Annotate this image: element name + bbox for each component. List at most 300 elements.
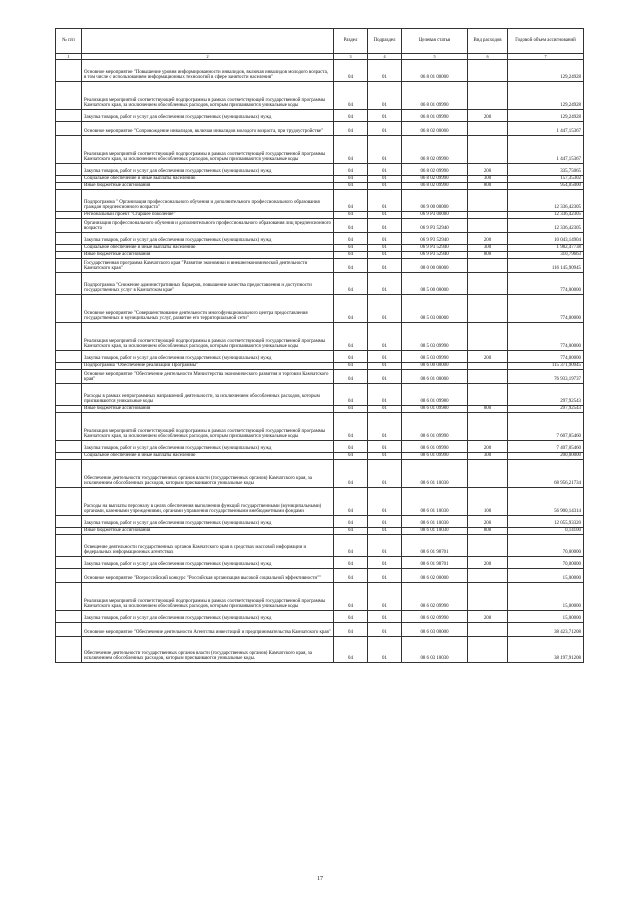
table-row bbox=[56, 60, 584, 82]
amount-cell: 7 407,05460 bbox=[508, 441, 584, 453]
table-row bbox=[56, 384, 584, 406]
table-row bbox=[56, 637, 584, 663]
num-cell bbox=[56, 535, 82, 557]
section-cell: 04 bbox=[334, 60, 368, 82]
target-article-cell: 06 8 02 00000 bbox=[402, 122, 468, 136]
target-article-cell: 08 6 01 09980 bbox=[402, 384, 468, 406]
expense-type-cell: 800 bbox=[468, 406, 508, 413]
subsection-cell: 01 bbox=[368, 60, 402, 82]
table-row bbox=[56, 164, 584, 176]
amount-cell: 774,00000 bbox=[508, 351, 584, 363]
num-cell bbox=[56, 637, 82, 663]
target-article-cell: 08 6 02 09990 bbox=[402, 611, 468, 623]
target-article-cell: 08 6 01 09980 bbox=[402, 406, 468, 413]
expense-type-cell bbox=[468, 623, 508, 637]
target-article-cell: 06 9 P3 52940 bbox=[402, 233, 468, 245]
expense-type-cell bbox=[468, 460, 508, 488]
target-article-cell: 06 8 02 09990 bbox=[402, 164, 468, 176]
name-cell: Подпрограмма " Организация профессионального обучения и дополнительного профессионального образования граждан предпенсионного возраста" bbox=[82, 190, 334, 212]
num-cell bbox=[56, 406, 82, 413]
section-cell: 04 bbox=[334, 623, 368, 637]
column-index: 3 bbox=[334, 54, 368, 60]
amount-cell: 15,00000 bbox=[508, 569, 584, 583]
name-cell: Реализация мероприятий соответствующей подпрограммы в рамках соответствующей государственной программы Камчатского края, за исключением обособленных расходов, которым присваиваются уникальные коды bbox=[82, 413, 334, 441]
subsection-cell: 01 bbox=[368, 460, 402, 488]
amount-cell: 12 336,42305 bbox=[508, 190, 584, 212]
num-cell bbox=[56, 295, 82, 323]
table-row bbox=[56, 273, 584, 295]
section-cell: 04 bbox=[334, 245, 368, 252]
target-article-cell: 06 9 00 00000 bbox=[402, 190, 468, 212]
expense-type-cell bbox=[468, 60, 508, 82]
num-cell bbox=[56, 122, 82, 136]
amount-cell: 12 336,42305 bbox=[508, 219, 584, 233]
section-cell: 04 bbox=[334, 460, 368, 488]
table-row bbox=[56, 259, 584, 273]
amount-cell: 10 043,14904 bbox=[508, 233, 584, 245]
expense-type-cell: 800 bbox=[468, 528, 508, 535]
expense-type-cell: 200 bbox=[468, 351, 508, 363]
target-article-cell: 08 6 01 09990 bbox=[402, 453, 468, 460]
section-cell: 04 bbox=[334, 488, 368, 516]
target-article-cell: 08 6 03 10030 bbox=[402, 637, 468, 663]
subsection-cell: 01 bbox=[368, 110, 402, 122]
num-cell bbox=[56, 413, 82, 441]
subsection-cell: 01 bbox=[368, 273, 402, 295]
table-row bbox=[56, 363, 584, 370]
expense-type-cell: 200 bbox=[468, 516, 508, 528]
expense-type-cell bbox=[468, 82, 508, 110]
num-cell bbox=[56, 259, 82, 273]
name-cell: Закупка товаров, работ и услуг для обеспечения государственных (муниципальных) нужд bbox=[82, 441, 334, 453]
target-article-cell: 06 9 P3 52940 bbox=[402, 252, 468, 259]
section-cell: 04 bbox=[334, 233, 368, 245]
name-cell: Организация профессионального обучения и дополнительного профессионального образования лиц предпенсионного возраста bbox=[82, 219, 334, 233]
section-cell: 04 bbox=[334, 637, 368, 663]
budget-table bbox=[55, 28, 584, 663]
table-row bbox=[56, 569, 584, 583]
num-cell bbox=[56, 82, 82, 110]
target-article-cell: 08 6 01 10030 bbox=[402, 528, 468, 535]
section-cell: 04 bbox=[334, 176, 368, 183]
section-cell: 04 bbox=[334, 183, 368, 190]
subsection-cell: 01 bbox=[368, 370, 402, 384]
section-cell: 04 bbox=[334, 122, 368, 136]
num-cell bbox=[56, 212, 82, 219]
subsection-cell: 01 bbox=[368, 363, 402, 370]
subsection-cell: 01 bbox=[368, 583, 402, 611]
name-cell: Реализация мероприятий соответствующей подпрограммы в рамках соответствующей государственной программы Камчатского края, за исключением обособленных расходов, которым присваиваются уникальные коды bbox=[82, 136, 334, 164]
expense-type-cell: 300 bbox=[468, 453, 508, 460]
section-cell: 04 bbox=[334, 219, 368, 233]
table-row bbox=[56, 460, 584, 488]
table-row bbox=[56, 623, 584, 637]
num-cell bbox=[56, 557, 82, 569]
column-index: 1 bbox=[56, 54, 82, 60]
amount-cell: 68 956,21734 bbox=[508, 460, 584, 488]
amount-cell: 1 447,15367 bbox=[508, 136, 584, 164]
target-article-cell: 08 6 00 00000 bbox=[402, 363, 468, 370]
table-row bbox=[56, 583, 584, 611]
section-cell: 04 bbox=[334, 384, 368, 406]
name-cell: Подпрограмма "Снижение административных барьеров, повышение качества предоставления и доступности государственных услуг в Камчатском крае" bbox=[82, 273, 334, 295]
section-cell: 04 bbox=[334, 441, 368, 453]
column-index: 2 bbox=[82, 54, 334, 60]
expense-type-cell bbox=[468, 136, 508, 164]
amount-cell: 38 197,91208 bbox=[508, 637, 584, 663]
subsection-cell: 01 bbox=[368, 82, 402, 110]
amount-cell: 774,00000 bbox=[508, 323, 584, 351]
section-cell: 04 bbox=[334, 583, 368, 611]
name-cell: Подпрограмма "Обеспечение реализации Программы" bbox=[82, 363, 334, 370]
num-cell bbox=[56, 60, 82, 82]
expense-type-cell bbox=[468, 384, 508, 406]
subsection-cell: 01 bbox=[368, 176, 402, 183]
expense-type-cell bbox=[468, 363, 508, 370]
budget-page bbox=[55, 28, 583, 663]
num-cell bbox=[56, 363, 82, 370]
amount-cell: 56 900,14314 bbox=[508, 488, 584, 516]
expense-type-cell bbox=[468, 535, 508, 557]
num-cell bbox=[56, 323, 82, 351]
name-cell: Освещение деятельности государственных органов Камчатского края в средствах массовой информации и федеральных информационных агентствах bbox=[82, 535, 334, 557]
section-cell: 04 bbox=[334, 528, 368, 535]
num-cell bbox=[56, 384, 82, 406]
table-row bbox=[56, 190, 584, 212]
target-article-cell: 08 6 01 10030 bbox=[402, 516, 468, 528]
name-cell: Закупка товаров, работ и услуг для обеспечения государственных (муниципальных) нужд bbox=[82, 110, 334, 122]
num-cell bbox=[56, 611, 82, 623]
num-cell bbox=[56, 488, 82, 516]
num-cell bbox=[56, 164, 82, 176]
target-article-cell: 08 5 00 00000 bbox=[402, 273, 468, 295]
table-row bbox=[56, 535, 584, 557]
name-cell: Основное мероприятие "Сопровождение инвалидов, включая инвалидов молодого возраста, при трудоустройстве" bbox=[82, 122, 334, 136]
name-cell: Обеспечение деятельности государственных органов власти (государственных органов) Камчатского края, за исключением обособленных расходов, которым присваиваются уникальные коды bbox=[82, 460, 334, 488]
subsection-cell: 01 bbox=[368, 252, 402, 259]
expense-type-cell bbox=[468, 637, 508, 663]
name-cell: Основное мероприятие "Обеспечение деятельности Агентства инвестиций и предпринимательства Камчатского края" bbox=[82, 623, 334, 637]
table-header-row bbox=[56, 29, 584, 54]
num-cell bbox=[56, 233, 82, 245]
num-cell bbox=[56, 176, 82, 183]
target-article-cell: 08 6 01 98701 bbox=[402, 535, 468, 557]
amount-cell: 12 055,93320 bbox=[508, 516, 584, 528]
table-row bbox=[56, 557, 584, 569]
target-article-cell: 08 5 03 09990 bbox=[402, 351, 468, 363]
amount-cell: 12 336,42305 bbox=[508, 212, 584, 219]
table-body bbox=[56, 60, 584, 663]
target-article-cell: 06 8 01 09990 bbox=[402, 110, 468, 122]
subsection-cell: 01 bbox=[368, 183, 402, 190]
expense-type-cell bbox=[468, 370, 508, 384]
name-cell: Иные бюджетные ассигнования bbox=[82, 183, 334, 190]
target-article-cell: 06 8 02 09990 bbox=[402, 183, 468, 190]
col-num-header: № п/п bbox=[56, 29, 82, 54]
target-article-cell: 06 9 P3 52940 bbox=[402, 219, 468, 233]
target-article-cell: 08 6 01 09990 bbox=[402, 413, 468, 441]
col-name-header bbox=[82, 29, 334, 54]
section-cell: 04 bbox=[334, 351, 368, 363]
subsection-cell: 01 bbox=[368, 453, 402, 460]
subsection-cell: 01 bbox=[368, 637, 402, 663]
subsection-cell: 01 bbox=[368, 212, 402, 219]
table-row bbox=[56, 295, 584, 323]
target-article-cell: 08 6 01 09990 bbox=[402, 441, 468, 453]
amount-cell: 129,24928 bbox=[508, 82, 584, 110]
table-row bbox=[56, 528, 584, 535]
table-row bbox=[56, 441, 584, 453]
subsection-cell: 01 bbox=[368, 413, 402, 441]
table-row bbox=[56, 406, 584, 413]
name-cell: Социальное обеспечение и иные выплаты населению bbox=[82, 176, 334, 183]
name-cell: Иные бюджетные ассигнования bbox=[82, 528, 334, 535]
target-article-cell: 06 8 02 09990 bbox=[402, 176, 468, 183]
subsection-cell: 01 bbox=[368, 557, 402, 569]
name-cell: Закупка товаров, работ и услуг для обеспечения государственных (муниципальных) нужд bbox=[82, 233, 334, 245]
section-cell: 04 bbox=[334, 406, 368, 413]
expense-type-cell bbox=[468, 190, 508, 212]
target-article-cell: 08 6 01 10030 bbox=[402, 460, 468, 488]
amount-cell: 200,00000 bbox=[508, 453, 584, 460]
col-exptype-header: Вид расходов bbox=[468, 29, 508, 54]
expense-type-cell: 800 bbox=[468, 183, 508, 190]
num-cell bbox=[56, 453, 82, 460]
amount-cell: 76 933,19737 bbox=[508, 370, 584, 384]
amount-cell: 15,00000 bbox=[508, 611, 584, 623]
col-amount-header: Годовой объем ассигнований bbox=[508, 29, 584, 54]
name-cell: Социальное обеспечение и иные выплаты населению bbox=[82, 245, 334, 252]
subsection-cell: 01 bbox=[368, 245, 402, 252]
amount-cell: 129,24928 bbox=[508, 60, 584, 82]
column-index: 4 bbox=[368, 54, 402, 60]
subsection-cell: 01 bbox=[368, 323, 402, 351]
expense-type-cell bbox=[468, 219, 508, 233]
target-article-cell: 08 6 02 09990 bbox=[402, 583, 468, 611]
expense-type-cell bbox=[468, 122, 508, 136]
name-cell: Реализация мероприятий соответствующей подпрограммы в рамках соответствующей государственной программы Камчатского края, за исключением обособленных расходов, которым присваиваются уникальные коды bbox=[82, 82, 334, 110]
col-subsection-header: Подраздел bbox=[368, 29, 402, 54]
num-cell bbox=[56, 528, 82, 535]
target-article-cell: 08 5 03 00000 bbox=[402, 295, 468, 323]
name-cell: Основное мероприятие "Повышение уровня информированности инвалидов, включая инвалидов молодого возраста, в том числе с использованием информационных технологий в сфере занятости населения" bbox=[82, 60, 334, 82]
table-row bbox=[56, 219, 584, 233]
amount-cell: 0,14100 bbox=[508, 528, 584, 535]
table-row bbox=[56, 611, 584, 623]
section-cell: 04 bbox=[334, 370, 368, 384]
section-cell: 04 bbox=[334, 363, 368, 370]
name-cell: Иные бюджетные ассигнования bbox=[82, 406, 334, 413]
amount-cell: 297,92543 bbox=[508, 406, 584, 413]
subsection-cell: 01 bbox=[368, 384, 402, 406]
amount-cell: 1 447,15367 bbox=[508, 122, 584, 136]
amount-cell: 774,00000 bbox=[508, 295, 584, 323]
subsection-cell: 01 bbox=[368, 569, 402, 583]
num-cell bbox=[56, 370, 82, 384]
subsection-cell: 01 bbox=[368, 219, 402, 233]
target-article-cell: 06 9 P3 00000 bbox=[402, 212, 468, 219]
expense-type-cell bbox=[468, 212, 508, 219]
name-cell: Основное мероприятие "Совершенствование деятельности многофункционального центра предоставления государственных и муниципальных услуг, развитие его территориальной сети" bbox=[82, 295, 334, 323]
subsection-cell: 01 bbox=[368, 611, 402, 623]
subsection-cell: 01 bbox=[368, 190, 402, 212]
section-cell: 04 bbox=[334, 164, 368, 176]
section-cell: 04 bbox=[334, 136, 368, 164]
subsection-cell: 01 bbox=[368, 295, 402, 323]
name-cell: Расходы в рамках непрограммных направлений деятельности, за исключением обособленных расходов, которым присваиваются уникальные коды bbox=[82, 384, 334, 406]
amount-cell: 1 982,47738 bbox=[508, 245, 584, 252]
table-row bbox=[56, 488, 584, 516]
amount-cell: 310,79663 bbox=[508, 252, 584, 259]
subsection-cell: 01 bbox=[368, 623, 402, 637]
table-row bbox=[56, 516, 584, 528]
expense-type-cell bbox=[468, 569, 508, 583]
num-cell bbox=[56, 516, 82, 528]
section-cell: 04 bbox=[334, 273, 368, 295]
subsection-cell: 01 bbox=[368, 535, 402, 557]
target-article-cell: 06 8 02 09990 bbox=[402, 136, 468, 164]
table-row bbox=[56, 176, 584, 183]
section-cell: 04 bbox=[334, 611, 368, 623]
expense-type-cell: 200 bbox=[468, 110, 508, 122]
subsection-cell: 01 bbox=[368, 233, 402, 245]
target-article-cell: 08 6 01 98701 bbox=[402, 557, 468, 569]
subsection-cell: 01 bbox=[368, 488, 402, 516]
num-cell bbox=[56, 569, 82, 583]
expense-type-cell: 200 bbox=[468, 233, 508, 245]
num-cell bbox=[56, 183, 82, 190]
col-section-header: Раздел bbox=[334, 29, 368, 54]
target-article-cell: 06 9 P3 52940 bbox=[402, 245, 468, 252]
num-cell bbox=[56, 136, 82, 164]
section-cell: 04 bbox=[334, 190, 368, 212]
name-cell: Основное мероприятие "Всероссийский конкурс "Российская организация высокой социальной эффективности"" bbox=[82, 569, 334, 583]
section-cell: 04 bbox=[334, 569, 368, 583]
name-cell: Реализация мероприятий соответствующей подпрограммы в рамках соответствующей государственной программы Камчатского края, за исключением обособленных расходов, которым присваиваются уникальные коды bbox=[82, 323, 334, 351]
section-cell: 04 bbox=[334, 413, 368, 441]
table-row bbox=[56, 136, 584, 164]
name-cell: Закупка товаров, работ и услуг для обеспечения государственных (муниципальных) нужд bbox=[82, 516, 334, 528]
table-row bbox=[56, 370, 584, 384]
amount-cell: 335,75065 bbox=[508, 164, 584, 176]
expense-type-cell: 200 bbox=[468, 164, 508, 176]
expense-type-cell: 200 bbox=[468, 611, 508, 623]
table-row bbox=[56, 122, 584, 136]
name-cell: Закупка товаров, работ и услуг для обеспечения государственных (муниципальных) нужд bbox=[82, 611, 334, 623]
table-row bbox=[56, 245, 584, 252]
amount-cell: 70,00000 bbox=[508, 557, 584, 569]
expense-type-cell: 200 bbox=[468, 441, 508, 453]
subsection-cell: 01 bbox=[368, 122, 402, 136]
amount-cell: 297,92543 bbox=[508, 384, 584, 406]
name-cell: Государственная программа Камчатского края "Развитие экономики и внешнеэкономической деятельности Камчатского края" bbox=[82, 259, 334, 273]
num-cell bbox=[56, 190, 82, 212]
table-row bbox=[56, 82, 584, 110]
section-cell: 04 bbox=[334, 535, 368, 557]
target-article-cell: 08 0 00 00000 bbox=[402, 259, 468, 273]
name-cell: Реализация мероприятий соответствующей подпрограммы в рамках соответствующей государственной программы Камчатского края, за исключением обособленных расходов, которым присваиваются уникальные коды bbox=[82, 583, 334, 611]
amount-cell: 15,00000 bbox=[508, 583, 584, 611]
expense-type-cell bbox=[468, 323, 508, 351]
expense-type-cell bbox=[468, 583, 508, 611]
expense-type-cell bbox=[468, 273, 508, 295]
amount-cell: 157,35302 bbox=[508, 176, 584, 183]
target-article-cell: 08 5 03 09990 bbox=[402, 323, 468, 351]
name-cell: Обеспечение деятельности государственных органов власти (государственных органов) Камчатского края, за исключением обособленных расходов, которым присваиваются уникальные коды. bbox=[82, 637, 334, 663]
expense-type-cell bbox=[468, 413, 508, 441]
amount-cell: 954,05000 bbox=[508, 183, 584, 190]
name-cell: Закупка товаров, работ и услуг для обеспечения государственных (муниципальных) нужд bbox=[82, 164, 334, 176]
amount-cell: 116 145,90945 bbox=[508, 259, 584, 273]
table-row bbox=[56, 413, 584, 441]
column-index: 5 bbox=[402, 54, 468, 60]
name-cell: Социальное обеспечение и иные выплаты населению bbox=[82, 453, 334, 460]
subsection-cell: 01 bbox=[368, 164, 402, 176]
expense-type-cell bbox=[468, 259, 508, 273]
target-article-cell: 06 8 01 09990 bbox=[402, 82, 468, 110]
name-cell: Иные бюджетные ассигнования bbox=[82, 252, 334, 259]
table-row bbox=[56, 110, 584, 122]
num-cell bbox=[56, 351, 82, 363]
section-cell: 04 bbox=[334, 323, 368, 351]
name-cell: Закупка товаров, работ и услуг для обеспечения государственных (муниципальных) нужд bbox=[82, 557, 334, 569]
name-cell: Основное мероприятие "Обеспечение деятельности Министерства экономического развития и торговли Камчатского края" bbox=[82, 370, 334, 384]
amount-cell: 774,00000 bbox=[508, 273, 584, 295]
num-cell bbox=[56, 245, 82, 252]
expense-type-cell: 200 bbox=[468, 557, 508, 569]
table-row bbox=[56, 252, 584, 259]
name-cell: Закупка товаров, работ и услуг для обеспечения государственных (муниципальных) нужд bbox=[82, 351, 334, 363]
amount-cell: 7 607,05460 bbox=[508, 413, 584, 441]
amount-cell: 115 371,90945 bbox=[508, 363, 584, 370]
section-cell: 04 bbox=[334, 295, 368, 323]
subsection-cell: 01 bbox=[368, 441, 402, 453]
section-cell: 04 bbox=[334, 516, 368, 528]
num-cell bbox=[56, 219, 82, 233]
section-cell: 04 bbox=[334, 557, 368, 569]
num-cell bbox=[56, 441, 82, 453]
subsection-cell: 01 bbox=[368, 351, 402, 363]
num-cell bbox=[56, 110, 82, 122]
section-cell: 04 bbox=[334, 110, 368, 122]
table-row bbox=[56, 351, 584, 363]
col-target-header: Целевая статья bbox=[402, 29, 468, 54]
section-cell: 04 bbox=[334, 252, 368, 259]
target-article-cell: 08 6 03 00000 bbox=[402, 623, 468, 637]
subsection-cell: 01 bbox=[368, 406, 402, 413]
expense-type-cell: 300 bbox=[468, 245, 508, 252]
column-index: 7 bbox=[508, 54, 584, 60]
expense-type-cell: 300 bbox=[468, 176, 508, 183]
table-row bbox=[56, 233, 584, 245]
page-number: 17 bbox=[317, 876, 323, 882]
name-cell: Расходы на выплаты персоналу в целях обеспечения выполнения функций государственными (муниципальными) органами, казенными учреждениями, органами управления государственными внебюджетными фондами bbox=[82, 488, 334, 516]
num-cell bbox=[56, 460, 82, 488]
subsection-cell: 01 bbox=[368, 136, 402, 164]
section-cell: 04 bbox=[334, 453, 368, 460]
expense-type-cell: 100 bbox=[468, 488, 508, 516]
amount-cell: 70,00000 bbox=[508, 535, 584, 557]
amount-cell: 38 423,71208 bbox=[508, 623, 584, 637]
section-cell: 04 bbox=[334, 82, 368, 110]
table-row bbox=[56, 183, 584, 190]
name-cell: Региональный проект "Старшее поколение" bbox=[82, 212, 334, 219]
subsection-cell: 01 bbox=[368, 259, 402, 273]
num-cell bbox=[56, 583, 82, 611]
amount-cell: 129,24928 bbox=[508, 110, 584, 122]
table-row bbox=[56, 323, 584, 351]
subsection-cell: 01 bbox=[368, 528, 402, 535]
